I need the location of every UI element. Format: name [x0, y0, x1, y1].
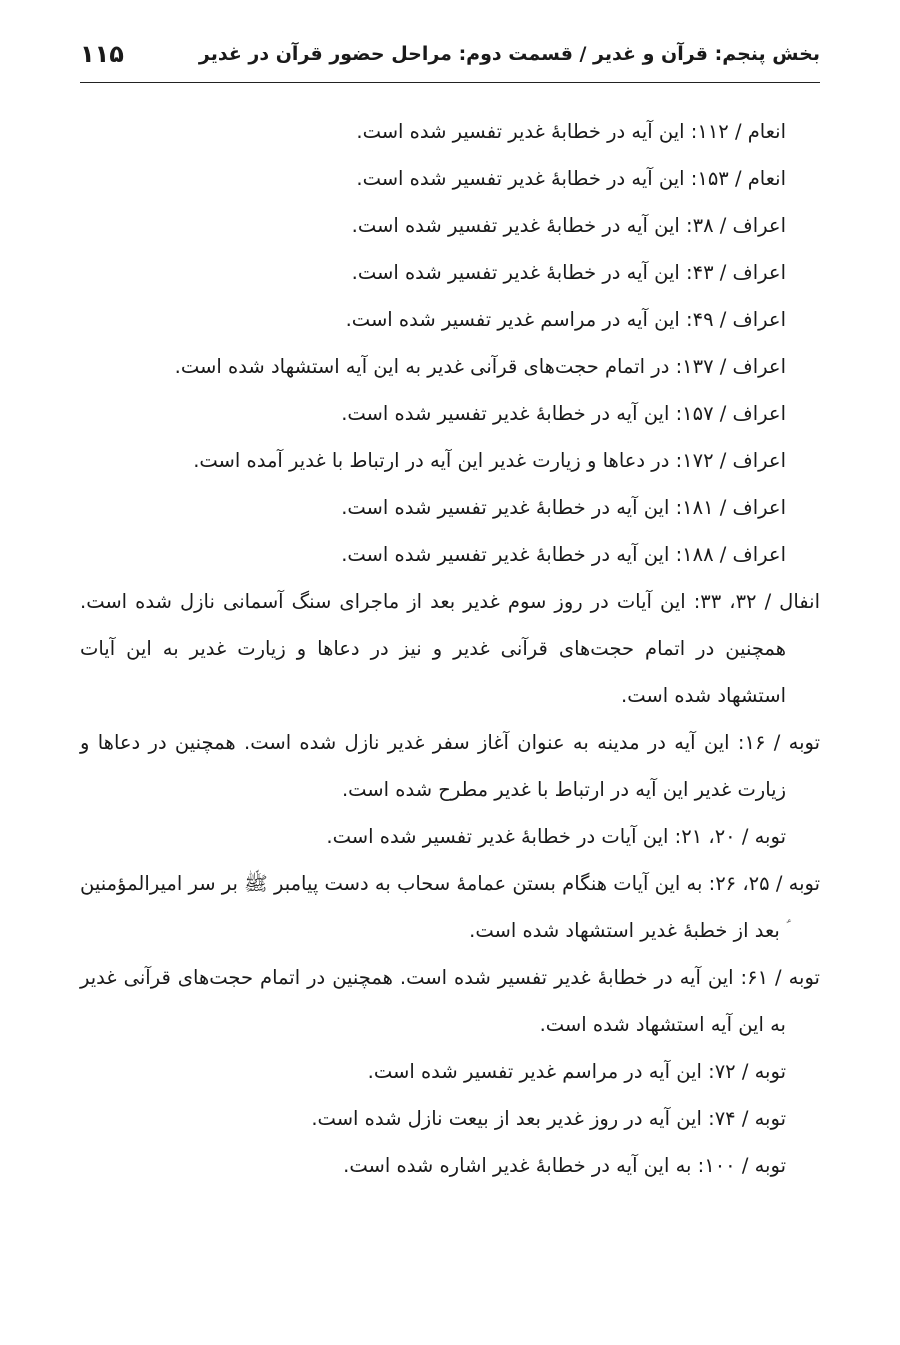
- page-body: [80, 108, 820, 1189]
- verse-entry: توبه / ۲۰، ۲۱: این آیات در خطابهٔ غدیر تفسیر شده است.: [326, 825, 786, 848]
- verse-entry: اعراف / ۱۸۱: این آیه در خطابهٔ غدیر تفسیر شده است.: [341, 496, 786, 519]
- verse-entry: توبه / ۷۲: این آیه در مراسم غدیر تفسیر شده است.: [367, 1060, 786, 1083]
- verse-entry: اعراف / ۴۹: این آیه در مراسم غدیر تفسیر شده است.: [345, 308, 786, 331]
- verse-entry: انعام / ۱۱۲: این آیه در خطابهٔ غدیر تفسیر شده است.: [356, 120, 786, 143]
- verse-entry: توبه / ۶۱: این آیه در خطابهٔ غدیر تفسیر شده است. همچنین در اتمام حجت‌های قرآنی غدیر به این آیه استشهاد شده است.: [80, 966, 820, 1036]
- verse-entry: توبه / ۷۴: این آیه در روز غدیر بعد از بیعت نازل شده است.: [311, 1107, 786, 1130]
- verse-entry: اعراف / ۱۳۷: در اتمام حجت‌های قرآنی غدیر به این آیه استشهاد شده است.: [174, 355, 786, 378]
- verse-entry: انعام / ۱۵۳: این آیه در خطابهٔ غدیر تفسیر شده است.: [356, 167, 786, 190]
- page-number: ۱۱۵: [80, 40, 124, 68]
- verse-entry: اعراف / ۱۸۸: این آیه در خطابهٔ غدیر تفسیر شده است.: [341, 543, 786, 566]
- verse-entry: اعراف / ۱۷۲: در دعاها و زیارت غدیر این آیه در ارتباط با غدیر آمده است.: [193, 449, 786, 472]
- verse-entry: توبه / ۲۵، ۲۶: به این آیات هنگام بستن عمامهٔ سحاب به دست پیامبر ﷺ بر سر امیرالمؤمنین ؑ بعد از خطبهٔ غدیر استشهاد شده است.: [80, 872, 820, 942]
- header-rule: [80, 82, 820, 83]
- verse-entry: اعراف / ۳۸: این آیه در خطابهٔ غدیر تفسیر شده است.: [351, 214, 786, 237]
- verse-entry: اعراف / ۱۵۷: این آیه در خطابهٔ غدیر تفسیر شده است.: [341, 402, 786, 425]
- verse-entry: توبه / ۱۶: این آیه در مدینه به عنوان آغاز سفر غدیر نازل شده است. همچنین در دعاها و زیارت غدیر این آیه در ارتباط با غدیر مطرح شده است.: [80, 731, 820, 801]
- verse-entry: توبه / ۱۰۰: به این آیه در خطابهٔ غدیر اشاره شده است.: [343, 1154, 786, 1177]
- verse-entry: اعراف / ۴۳: این آیه در خطابهٔ غدیر تفسیر شده است.: [351, 261, 786, 284]
- running-header-title: بخش پنجم: قرآن و غدیر / قسمت دوم: مراحل حضور قرآن در غدیر: [198, 43, 820, 65]
- running-header: [80, 34, 820, 74]
- verse-entry: انفال / ۳۲، ۳۳: این آیات در روز سوم غدیر بعد از ماجرای سنگ آسمانی نازل شده است. همچنین در اتمام حجت‌های قرآنی غدیر و نیز در دعاها و زیارت غدیر به این آیات استشهاد شده است.: [80, 590, 820, 707]
